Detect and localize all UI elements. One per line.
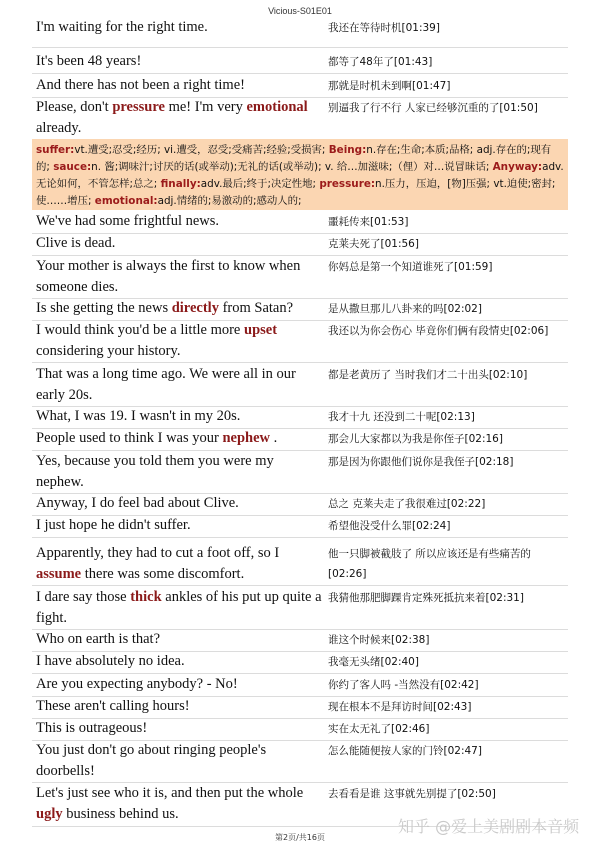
english-text: I just hope he didn't suffer. <box>36 517 191 533</box>
subtitle-row <box>32 674 568 697</box>
chinese-line: 都是老黄历了 当时我们才二十出头[02:10] <box>328 369 528 381</box>
english-line <box>36 233 322 254</box>
vocab-definition: adv.无论如何，不管怎样;总之; <box>36 161 564 190</box>
subtitle-row <box>32 651 568 674</box>
english-text: there was some discomfort. <box>81 566 245 582</box>
english-text: Let's just see who it is, and then put the whole <box>36 785 304 801</box>
subtitle-row <box>32 451 568 494</box>
chinese-line: 他一只脚被截肢了 所以应该还是有些痛苦的[02:26] <box>328 548 531 580</box>
english-line <box>36 298 322 319</box>
subtitle-row <box>32 543 568 586</box>
subtitle-row <box>32 17 568 48</box>
chinese-line: 那就是时机未到啊[01:47] <box>328 80 451 92</box>
english-line <box>36 493 322 514</box>
subtitle-row <box>32 718 568 741</box>
vocab-definition: adj.情绪的;易激动的;感动人的; <box>157 195 302 207</box>
chinese-line: 现在根本不是拜访时间[02:43] <box>328 701 472 713</box>
english-text: me! I'm very <box>164 99 247 115</box>
subtitle-row <box>32 364 568 407</box>
english-text: Are you expecting anybody? - No! <box>36 676 238 692</box>
english-text: Apparently, they had to cut a foot off, so I <box>36 545 280 561</box>
vocab-word: finally: <box>160 178 201 190</box>
english-text: Anyway, I do feel bad about Clive. <box>36 495 239 511</box>
english-line <box>36 718 322 739</box>
chinese-line: 总之 克莱夫走了我很难过[02:22] <box>328 498 486 510</box>
english-line <box>36 75 322 96</box>
vocab-definition: vt.遭受;忍受;经历; vi.遭受，忍受;受痛苦;经验;受损害; <box>74 144 329 156</box>
english-line <box>36 696 322 717</box>
vocab-word: Being: <box>328 144 367 156</box>
english-line <box>36 211 322 232</box>
chinese-line: 都等了48年了[01:43] <box>328 56 433 68</box>
chinese-line: 我才十九 还没到二十呢[02:13] <box>328 411 475 423</box>
english-line <box>36 320 322 362</box>
vocab-definition: adv.最后;终于;决定性地; <box>200 178 320 190</box>
english-line <box>36 543 322 585</box>
english-line <box>36 406 322 427</box>
english-text: These aren't calling hours! <box>36 698 190 714</box>
english-text: I'm waiting for the right time. <box>36 19 208 35</box>
chinese-line: 克莱夫死了[01:56] <box>328 238 419 250</box>
document-title: Vicious-S01E01 <box>268 6 332 16</box>
chinese-line: 怎么能随便按人家的门铃[02:47] <box>328 745 482 757</box>
chinese-line: 去看看是谁 这事就先别提了[02:50] <box>328 788 496 800</box>
english-text: ankles of his put up quite a fight. <box>36 589 322 626</box>
subtitle-row <box>32 629 568 652</box>
subtitle-row <box>32 406 568 429</box>
subtitle-row <box>32 320 568 363</box>
english-text: already. <box>36 120 82 136</box>
english-text: business behind us. <box>62 806 179 822</box>
subtitle-row <box>32 75 568 98</box>
english-line <box>36 783 322 825</box>
chinese-line: 我还在等待时机[01:39] <box>328 22 440 34</box>
english-text: This is outrageous! <box>36 720 148 736</box>
chinese-line: 那会儿大家都以为我是你侄子[02:16] <box>328 433 503 445</box>
english-line <box>36 51 322 72</box>
english-line <box>36 740 322 782</box>
english-text: That was a long time ago. We were all in our early 20s. <box>36 366 296 403</box>
subtitle-row <box>32 428 568 451</box>
subtitle-row <box>32 211 568 234</box>
chinese-line: 我还以为你会伤心 毕竟你们俩有段情史[02:06] <box>328 325 549 337</box>
english-text: Yes, because you told them you were my nephew. <box>36 453 274 490</box>
vocab-word: pressure: <box>319 178 376 190</box>
page-number: 第2页/共16页 <box>275 833 325 842</box>
chinese-line: 实在太无礼了[02:46] <box>328 723 430 735</box>
english-text: What, I was 19. I wasn't in my 20s. <box>36 408 241 424</box>
highlighted-word: emotional <box>246 99 308 115</box>
english-text: It's been 48 years! <box>36 53 142 69</box>
english-line <box>36 428 322 449</box>
subtitle-row <box>32 696 568 719</box>
highlighted-word: thick <box>130 589 162 605</box>
highlighted-word: pressure <box>112 99 165 115</box>
highlighted-word: upset <box>244 322 278 338</box>
subtitle-row <box>32 298 568 321</box>
english-text: I have absolutely no idea. <box>36 653 185 669</box>
vocab-word: Anyway: <box>492 161 543 173</box>
vocab-definition: n.压力，压迫，[物]压强; vt.迫使;密封;使……增压; <box>36 178 556 207</box>
chinese-line: 我猜他那肥脚踝肯定殊死抵抗来着[02:31] <box>328 592 524 604</box>
vocab-word: sauce: <box>53 161 92 173</box>
subtitle-row <box>32 493 568 516</box>
english-text: You just don't go about ringing people's doorbells! <box>36 742 267 779</box>
chinese-line: 你约了客人吗 -当然没有[02:42] <box>328 679 479 691</box>
english-line <box>36 587 322 629</box>
english-line <box>36 364 322 406</box>
english-text: Your mother is always the first to know when someone dies. <box>36 258 301 295</box>
vocab-word: emotional: <box>94 195 158 207</box>
vocabulary-note <box>32 139 568 210</box>
english-text: I would think you'd be a little more <box>36 322 244 338</box>
english-text: . <box>270 430 278 446</box>
chinese-line: 谁这个时候来[02:38] <box>328 634 430 646</box>
english-text: We've had some frightful news. <box>36 213 220 229</box>
vocab-word: suffer: <box>36 144 75 156</box>
english-line <box>36 651 322 672</box>
english-line <box>36 97 322 139</box>
vocab-definition: n. 酱;调味汁;讨厌的话(或举动);无礼的话(或举动); v. 给…加滋味;（俚）对…说冒昧话; <box>91 161 493 173</box>
english-text: from Satan? <box>218 300 294 316</box>
subtitle-row <box>32 233 568 256</box>
english-line <box>36 451 322 493</box>
english-text: I dare say those <box>36 589 131 605</box>
english-text: Clive is dead. <box>36 235 116 251</box>
subtitle-row <box>32 256 568 299</box>
subtitle-row <box>32 587 568 630</box>
vocab-definition: n.存在;生命;本质;品格; adj.存在的;现有的; <box>36 144 552 173</box>
english-text: Is she getting the news <box>36 300 172 316</box>
watermark: 知乎 @爱上美剧剧本音频 <box>398 817 580 836</box>
english-text: People used to think I was your <box>36 430 223 446</box>
highlighted-word: directly <box>171 300 219 316</box>
english-text: Please, don't <box>36 99 113 115</box>
english-line <box>36 256 322 298</box>
subtitle-row <box>32 97 568 140</box>
highlighted-word: assume <box>36 566 82 582</box>
highlighted-word: ugly <box>36 806 63 822</box>
english-line <box>36 515 322 536</box>
chinese-line: 你妈总是第一个知道谁死了[01:59] <box>328 261 493 273</box>
chinese-line: 噩耗传来[01:53] <box>328 216 409 228</box>
chinese-line: 我毫无头绪[02:40] <box>328 656 419 668</box>
chinese-line: 希望他没受什么罪[02:24] <box>328 520 451 532</box>
english-line <box>36 674 322 695</box>
highlighted-word: nephew <box>222 430 271 446</box>
english-text: Who on earth is that? <box>36 631 161 647</box>
subtitle-row <box>32 740 568 783</box>
english-line <box>36 629 322 650</box>
subtitle-row <box>32 51 568 74</box>
chinese-line: 那是因为你跟他们说你是我侄子[02:18] <box>328 456 514 468</box>
english-text: considering your history. <box>36 343 181 359</box>
english-line <box>36 17 322 38</box>
english-text: And there has not been a right time! <box>36 77 245 93</box>
chinese-line: 是从撒旦那儿八卦来的吗[02:02] <box>328 303 482 315</box>
chinese-line: 别逼我了行不行 人家已经够沉重的了[01:50] <box>328 102 538 114</box>
subtitle-row <box>32 515 568 538</box>
